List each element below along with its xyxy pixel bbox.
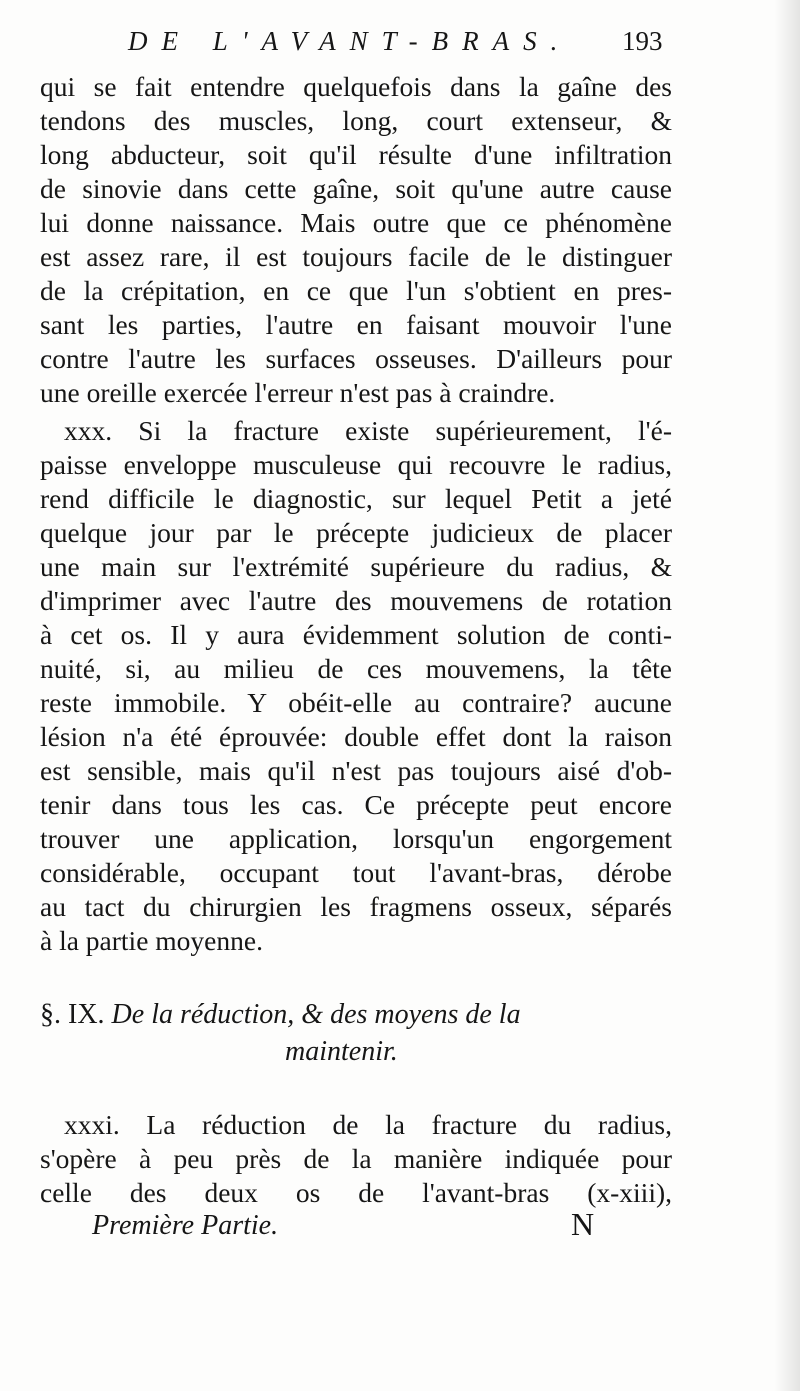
text-line: trouver une application, lorsqu'un engorgement bbox=[40, 823, 672, 854]
page-edge-shadow bbox=[774, 0, 800, 1391]
running-head: DE L'AVANT-BRAS. bbox=[128, 26, 572, 56]
text-line: paisse enveloppe musculeuse qui recouvre le radius, bbox=[40, 449, 672, 480]
text-line: tendons des muscles, long, court extenseur, & bbox=[40, 105, 672, 136]
text-line: lésion n'a été éprouvée: double effet dont la raison bbox=[40, 721, 672, 752]
text-line: considérable, occupant tout l'avant-bras, dérobe bbox=[40, 857, 672, 888]
section-number: §. IX. bbox=[40, 999, 105, 1030]
text-line: sant les parties, l'autre en faisant mouvoir l'une bbox=[40, 309, 672, 340]
text-line: rend difficile le diagnostic, sur lequel Petit a jeté bbox=[40, 483, 672, 514]
text-line: long abducteur, soit qu'il résulte d'une infiltration bbox=[40, 139, 672, 170]
text-line: de sinovie dans cette gaîne, soit qu'une autre cause bbox=[40, 173, 672, 204]
text-line: une oreille exercée l'erreur n'est pas à craindre. bbox=[40, 377, 556, 408]
text-line: contre l'autre les surfaces osseuses. D'ailleurs pour bbox=[40, 343, 672, 374]
signature-mark: N bbox=[571, 1206, 595, 1242]
text-line: s'opère à peu près de la manière indiquée pour bbox=[40, 1143, 672, 1174]
text-line: à la partie moyenne. bbox=[40, 925, 263, 956]
section-heading bbox=[40, 998, 672, 1032]
text-line: est sensible, mais qu'il n'est pas toujours aisé d'ob- bbox=[40, 755, 672, 786]
text-line: tenir dans tous les cas. Ce précepte peut encore bbox=[40, 789, 672, 820]
text-line: est assez rare, il est toujours facile de le distinguer bbox=[40, 241, 672, 272]
text-line: quelque jour par le précepte judicieux de placer bbox=[40, 517, 672, 548]
part-label: Première Partie. bbox=[92, 1210, 279, 1241]
text-line: une main sur l'extrémité supérieure du radius, & bbox=[40, 551, 672, 582]
text-line: qui se fait entendre quelquefois dans la gaîne des bbox=[40, 71, 672, 102]
text-line: xxxi. La réduction de la fracture du radius, bbox=[64, 1109, 672, 1140]
text-line: lui donne naissance. Mais outre que ce phénomène bbox=[40, 207, 672, 238]
section-title: De la réduction, & des moyens de la bbox=[111, 999, 521, 1030]
text-line: de la crépitation, en ce que l'un s'obtient en pres- bbox=[40, 275, 672, 306]
section-title-continuation: maintenir. bbox=[285, 1036, 398, 1067]
text-line: à cet os. Il y aura évidemment solution de conti- bbox=[40, 619, 672, 650]
text-line: celle des deux os de l'avant-bras (x-xiii), bbox=[40, 1177, 672, 1208]
text-line: nuité, si, au milieu de ces mouvemens, la tête bbox=[40, 653, 672, 684]
text-line: au tact du chirurgien les fragmens osseux, séparés bbox=[40, 891, 672, 922]
page-number: 193 bbox=[622, 26, 663, 56]
text-line: xxx. Si la fracture existe supérieurement, l'é- bbox=[64, 415, 672, 446]
text-line: reste immobile. Y obéit-elle au contraire? aucune bbox=[40, 687, 672, 718]
text-line: d'imprimer avec l'autre des mouvemens de rotation bbox=[40, 585, 672, 616]
